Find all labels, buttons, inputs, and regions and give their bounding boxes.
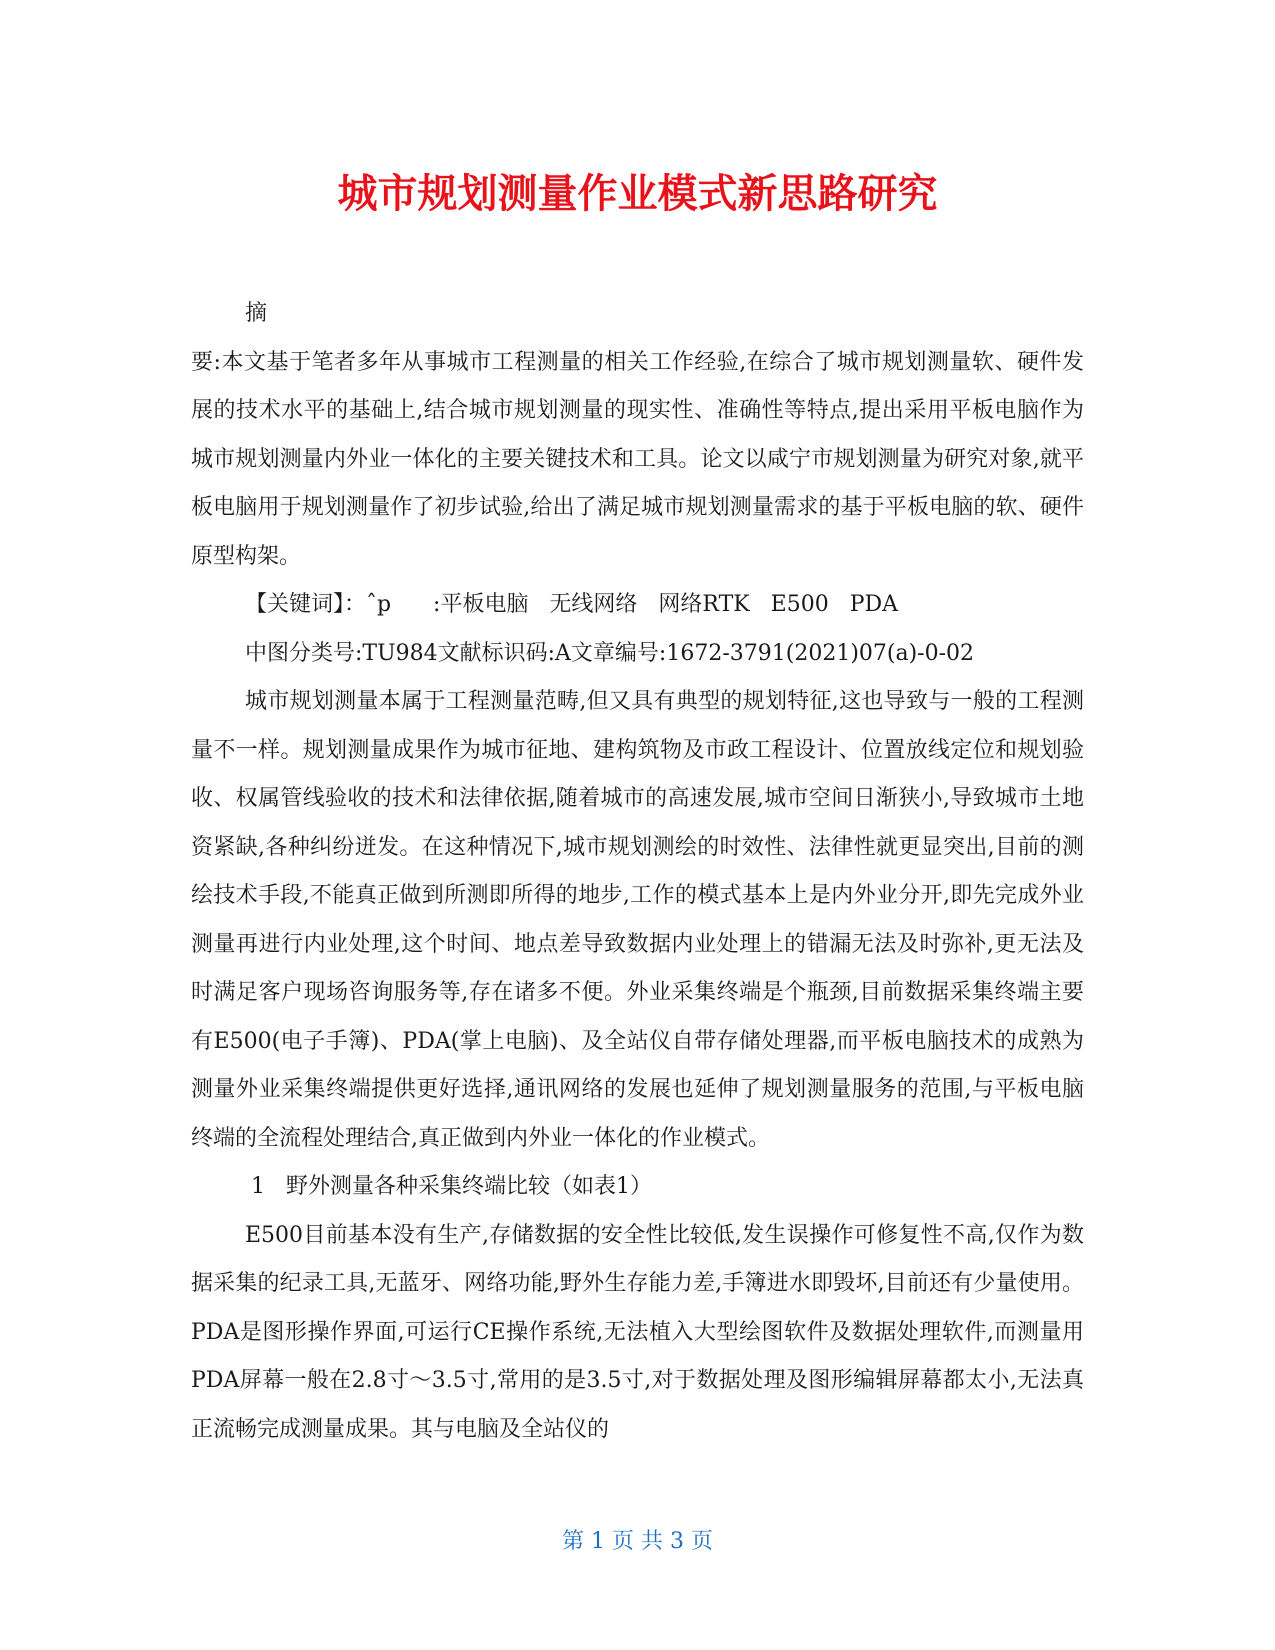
section-heading-1: 1 野外测量各种采集终端比较（如表1） (251, 1174, 652, 1199)
abstract-text: 要:本文基于笔者多年从事城市工程测量的相关工作经验,在综合了城市规划测量软、硬件发展的技术水平的基础上,结合城市规划测量的现实性、准确性等特点,提出采用平板电脑作为城市规划测量内外业一体化的主要关键技术和工具。论文以咸宁市规划测量为研究对象,就平板电脑用于规划测量作了初步试验,给出了满足城市规划测量需求的基于平板电脑的软、硬件原型构架。 (191, 349, 1084, 569)
classification-line: 中图分类号:TU984文献标识码:A文章编号:1672-3791(2021)07(a)-0-02 (245, 640, 975, 666)
body-paragraph-1: 城市规划测量本属于工程测量范畴,但又具有典型的规划特征,这也导致与一般的工程测量不一样。规划测量成果作为城市征地、建构筑物及市政工程设计、位置放线定位和规划验收、权属管线验收的技术和法律依据,随着城市的高速发展,城市空间日渐狭小,导致城市土地资紧缺,各种纠纷迸发。在这种情况下,城市规划测绘的时效性、法律性就更显突出,目前的测绘技术手段,不能真正做到所测即所得的地步,工作的模式基本上是内外业分开,即先完成外业测量再进行内业处理,这个时间、地点差导致数据内业处理上的错漏无法及时弥补,更无法及时满足客户现场咨询服务等,存在诸多不便。外业采集终端是个瓶颈,目前数据采集终端主要有E500(电子手簿)、PDA(掌上电脑)、及全站仪自带存储处理器,而平板电脑技术的成熟为测量外业采集终端提供更好选择,通讯网络的发展也延伸了规划测量服务的范围,与平板电脑终端的全流程处理结合,真正做到内外业一体化的作业模式。 (191, 689, 1084, 1151)
keywords-line: 【关键词】：ˆp :平板电脑 无线网络 网络RTK E500 PDA (245, 592, 899, 617)
page-number-footer: 第 1 页 共 3 页 (562, 1529, 713, 1554)
abstract-label: 摘 (245, 301, 268, 326)
body-paragraph-2: E500目前基本没有生产,存储数据的安全性比较低,发生误操作可修复性不高,仅作为数据采集的纪录工具,无蓝牙、网络功能,野外生存能力差,手簿进水即毁坏,目前还有少量使用。PDA是图形操作界面,可运行CE操作系统,无法植入大型绘图软件及数据处理软件,而测量用PDA屏幕一般在2.8寸～3.5寸,常用的是3.5寸,对于数据处理及图形编辑屏幕都太小,无法真正流畅完成测量成果。其与电脑及全站仪的 (191, 1222, 1084, 1442)
document-body (191, 290, 1084, 1454)
page-title: 城市规划测量作业模式新思路研究 (337, 171, 938, 217)
